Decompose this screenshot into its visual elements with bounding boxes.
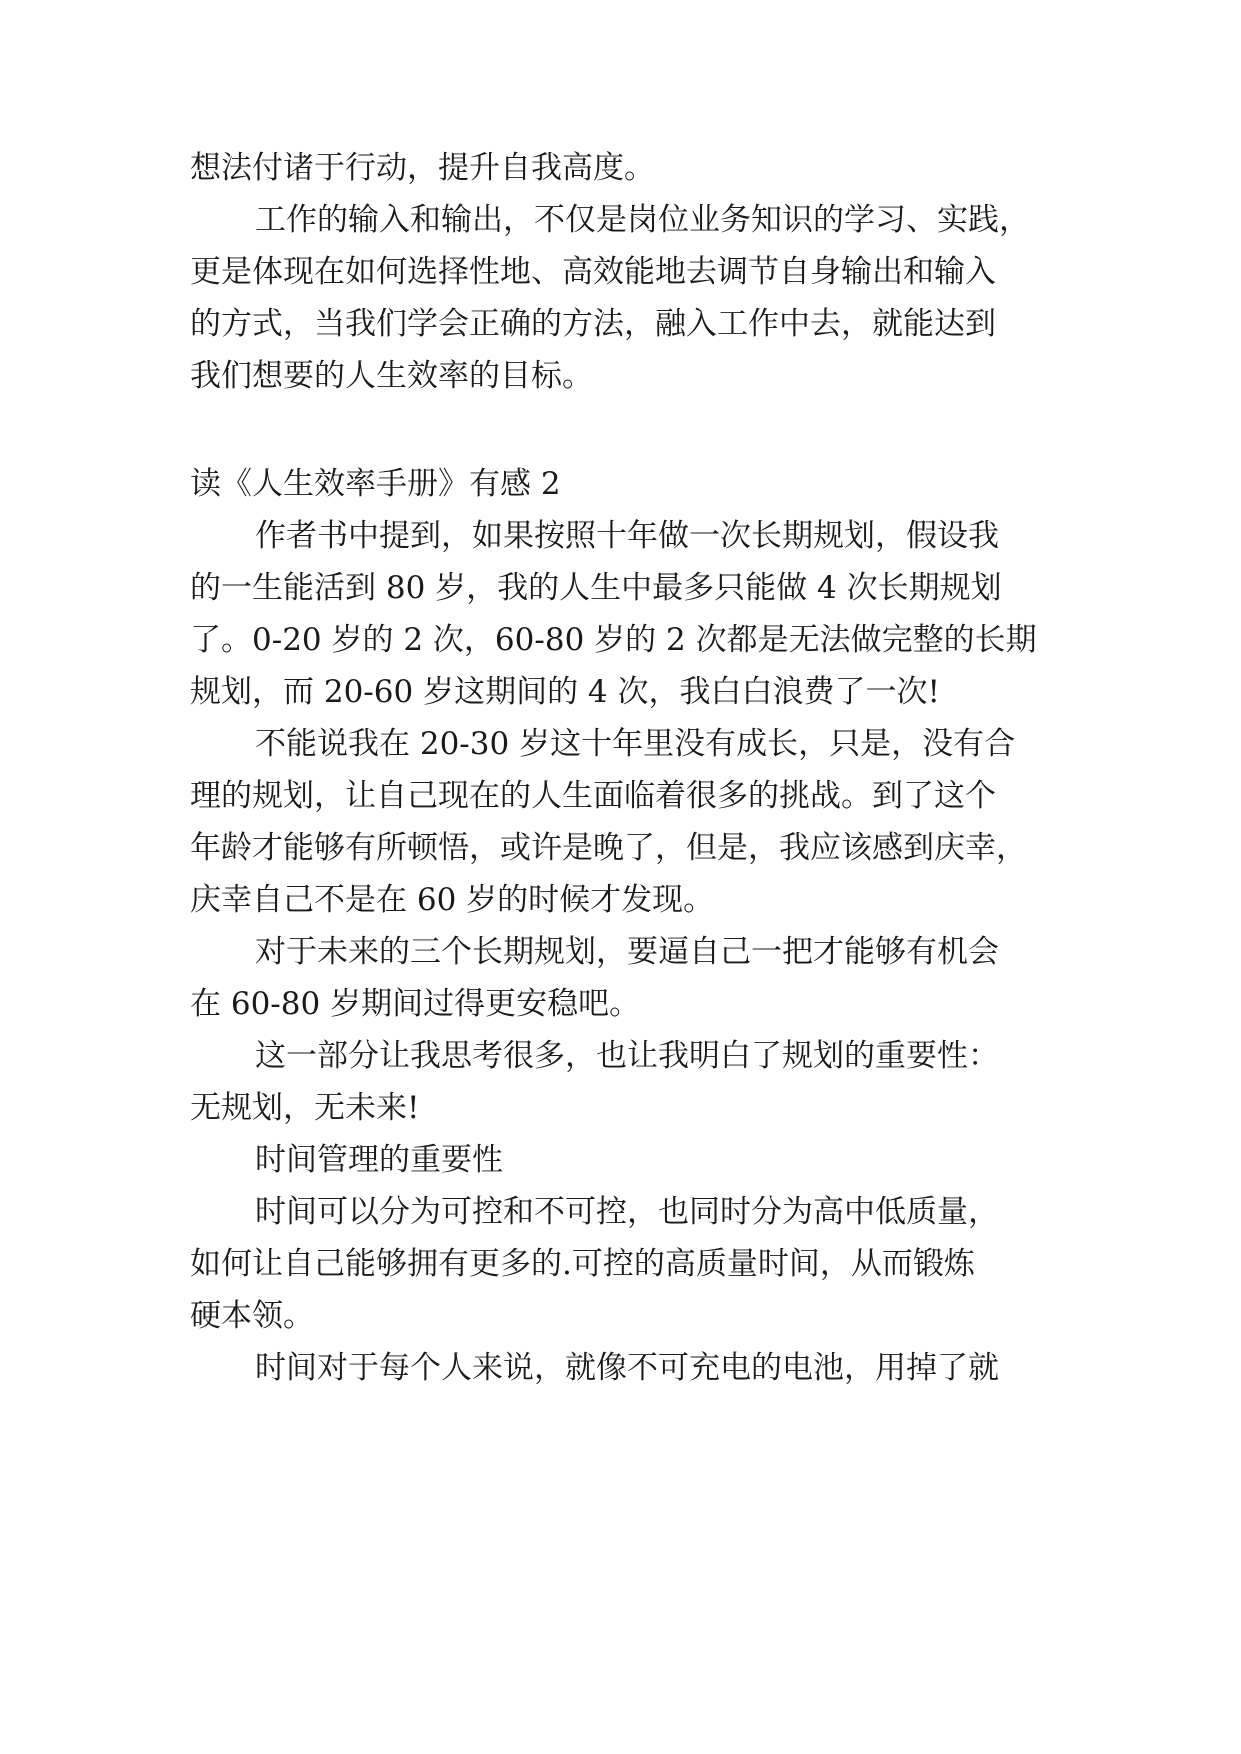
paragraph-line: 理的规划，让自己现在的人生面临着很多的挑战。到了这个 bbox=[190, 778, 996, 814]
paragraph-line: 庆幸自己不是在 60 岁的时候才发现。 bbox=[190, 882, 715, 918]
paragraph-line: 对于未来的三个长期规划，要逼自己一把才能够有机会 bbox=[255, 934, 999, 970]
paragraph-line: 我们想要的人生效率的目标。 bbox=[190, 358, 593, 394]
paragraph-line: 硬本领。 bbox=[190, 1298, 314, 1334]
section-heading: 读《人生效率手册》有感 2 bbox=[190, 466, 561, 502]
paragraph-line: 的方式，当我们学会正确的方法，融入工作中去，就能达到 bbox=[190, 306, 996, 342]
paragraph-line: 这一部分让我思考很多，也让我明白了规划的重要性： bbox=[255, 1038, 999, 1074]
paragraph-line: 无规划，无未来! bbox=[190, 1090, 420, 1126]
paragraph-line: 更是体现在如何选择性地、高效能地去调节自身输出和输入 bbox=[190, 254, 996, 290]
paragraph-line: 时间对于每个人来说，就像不可充电的电池，用掉了就 bbox=[255, 1350, 999, 1386]
paragraph-line: 了。0-20 岁的 2 次，60-80 岁的 2 次都是无法做完整的长期 bbox=[190, 622, 1037, 658]
paragraph-line: 如何让自己能够拥有更多的.可控的高质量时间，从而锻炼 bbox=[190, 1246, 975, 1282]
paragraph-line: 想法付诸于行动，提升自我高度。 bbox=[190, 150, 655, 186]
paragraph-line: 时间可以分为可控和不可控，也同时分为高中低质量， bbox=[255, 1194, 999, 1230]
paragraph-line: 作者书中提到，如果按照十年做一次长期规划，假设我 bbox=[255, 518, 999, 554]
paragraph-line: 规划，而 20-60 岁这期间的 4 次，我白白浪费了一次! bbox=[190, 674, 940, 710]
paragraph-line: 工作的输入和输出，不仅是岗位业务知识的学习、实践， bbox=[255, 202, 1030, 238]
paragraph-line: 在 60-80 岁期间过得更安稳吧。 bbox=[190, 986, 641, 1022]
paragraph-line: 年龄才能够有所顿悟，或许是晚了，但是，我应该感到庆幸， bbox=[190, 830, 1027, 866]
paragraph-line: 不能说我在 20-30 岁这十年里没有成长，只是，没有合 bbox=[255, 726, 1016, 762]
subheading-line: 时间管理的重要性 bbox=[255, 1142, 503, 1178]
paragraph-line: 的一生能活到 80 岁，我的人生中最多只能做 4 次长期规划 bbox=[190, 570, 1002, 606]
